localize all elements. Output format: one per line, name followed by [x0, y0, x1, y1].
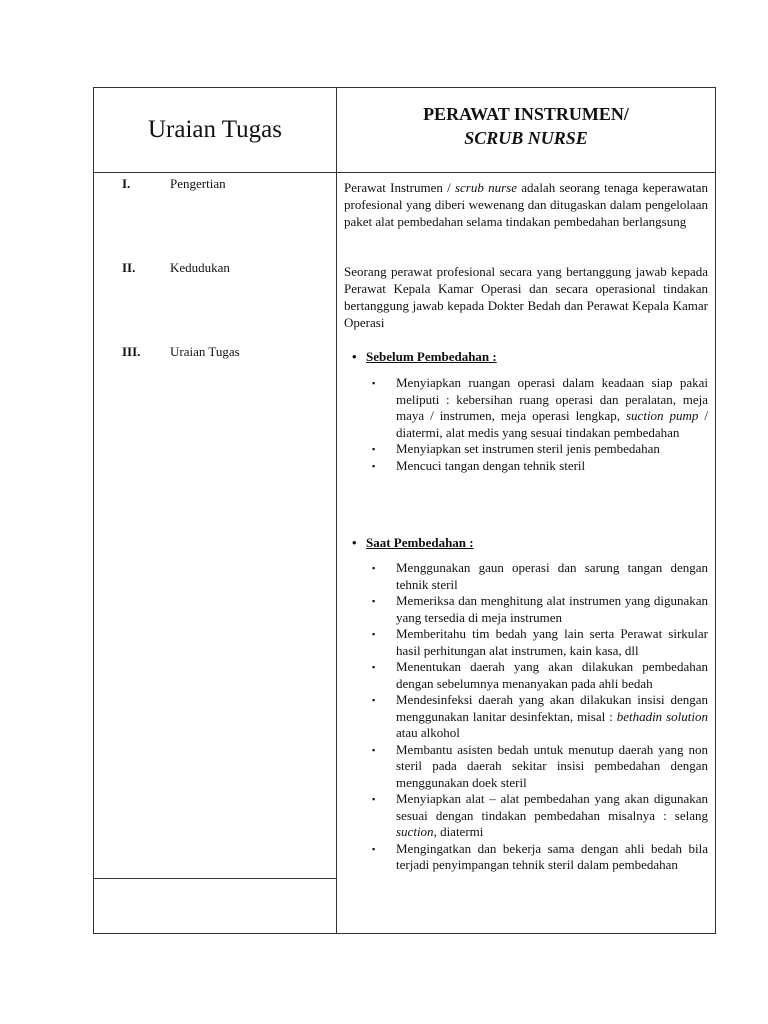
text-run: Mengingatkan dan bekerja sama dengan ahli bedah bila terjadi penyimpangan tehnik steril dalam pembedahan [396, 840, 708, 872]
right-title-line2: SCRUB NURSE [464, 128, 588, 148]
square-bullet-icon: ▪ [372, 444, 376, 454]
section-number: II. [122, 260, 136, 275]
pengertian-text [344, 179, 708, 230]
text-run: Menyiapkan ruangan operasi dalam keadaan siap pakai meliputi : kebersihan ruang operasi dan peralatan, meja maya / instrumen, meja operasi lengkap, [396, 375, 708, 423]
text-run: Menyiapkan alat – alat pembedahan yang akan digunakan sesuai dengan tindakan pembedahan misalnya : selang [396, 791, 708, 823]
sebelum-list [372, 375, 708, 474]
section-label: Uraian Tugas [170, 344, 240, 359]
square-bullet-icon: ▪ [372, 794, 376, 804]
square-bullet-icon: ▪ [372, 378, 376, 388]
column-divider [336, 88, 337, 933]
list-item [372, 441, 708, 458]
list-item [372, 375, 708, 441]
saat-list [372, 560, 708, 874]
list-item [372, 659, 708, 692]
text-run: Memeriksa dan menghitung alat instrumen yang digunakan yang tersedia di meja instrumen [396, 593, 708, 625]
bullet-icon: • [352, 349, 357, 364]
list-item [372, 626, 708, 659]
saat-heading [352, 535, 474, 551]
list-item [372, 742, 708, 792]
left-title: Uraian Tugas [147, 116, 283, 143]
square-bullet-icon: ▪ [372, 460, 376, 471]
text-run: Menentukan daerah yang akan dilakukan pembedahan dengan sebelumnya menanyakan pada ahli bedah [396, 659, 708, 691]
sebelum-heading [352, 349, 497, 365]
text-run-italic: scrub nurse [454, 180, 518, 195]
text-run: atau alkohol [396, 725, 460, 740]
text-run: Perawat Instrumen / [344, 180, 455, 195]
text-run: Menyiapkan set instrumen steril jenis pembedahan [396, 441, 660, 456]
list-item [372, 791, 708, 841]
square-bullet-icon: ▪ [372, 662, 376, 672]
square-bullet-icon: ▪ [372, 843, 376, 854]
square-bullet-icon: ▪ [372, 596, 376, 606]
text-run: Mencuci tangan dengan tehnik steril [396, 457, 586, 473]
text-run: / diatermi, alat medis yang sesuai tindakan pembedahan [396, 408, 708, 440]
square-bullet-icon: ▪ [372, 563, 376, 573]
text-run-italic: bethadin solution [616, 708, 708, 724]
text-run-italic: suction pump [626, 408, 699, 423]
square-bullet-icon: ▪ [372, 629, 376, 639]
text-run: Menggunakan gaun operasi dan sarung tangan dengan tehnik steril [396, 560, 708, 592]
text-run: Mendesinfeksi daerah yang akan dilakukan insisi dengan menggunakan lanitar desinfektan, misal : [396, 692, 708, 724]
document-table [93, 87, 716, 934]
text-run: , diatermi [433, 824, 484, 839]
right-title [337, 102, 715, 150]
list-item [372, 458, 708, 475]
section-label: Kedudukan [170, 260, 230, 275]
list-item [372, 560, 708, 593]
list-item [372, 593, 708, 626]
section-number: III. [122, 344, 141, 359]
text-run: Membantu asisten bedah untuk menutup daerah yang non steril pada daerah sekitar insisi pembedahan dengan menggunakan doek steril [396, 741, 708, 790]
right-title-line1: PERAWAT INSTRUMEN/ [423, 104, 629, 124]
section-number: I. [122, 176, 131, 191]
text-run: adalah seorang tenaga keperawatan profesional yang diberi wewenang dan ditugaskan dalam pengelolaan paket alat pembedahan selama tindakan pembedahan berlangsung [344, 180, 708, 229]
square-bullet-icon: ▪ [372, 744, 376, 755]
list-item [372, 692, 708, 742]
bullet-icon: • [352, 535, 357, 550]
section-label: Pengertian [170, 176, 226, 191]
heading-text: Sebelum Pembedahan : [366, 349, 497, 364]
list-item [372, 841, 708, 874]
heading-text: Saat Pembedahan : [366, 535, 474, 550]
text-run-italic: suction [396, 824, 434, 839]
text-run: Memberitahu tim bedah yang lain serta Perawat sirkular hasil perhitungan alat instrumen, kain kasa, dll [396, 626, 708, 658]
square-bullet-icon: ▪ [372, 695, 376, 705]
kedudukan-text: Seorang perawat profesional secara yang bertanggung jawab kepada Perawat Kepala Kamar Operasi dan secara operasional tindakan bertanggung jawab kepada Dokter Bedah dan Perawat Kepala Kamar Operasi [344, 264, 708, 330]
header-divider [94, 172, 715, 173]
left-bottom-divider [94, 878, 336, 879]
